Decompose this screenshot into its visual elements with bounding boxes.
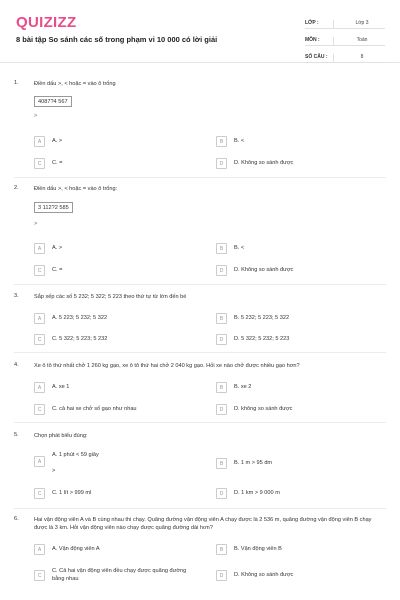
caret-mark: >	[34, 221, 38, 227]
option-text: B. <	[234, 245, 245, 251]
worksheet-title: 8 bài tập So sánh các số trong phạm vi 10 000 có lời giải	[16, 35, 218, 44]
question-number: 2.	[14, 185, 19, 191]
question-text: Điền dấu >, < hoặc = vào ô trống	[34, 81, 116, 87]
question-number: 3.	[14, 293, 19, 299]
subject-label: MÔN :	[305, 37, 320, 43]
option-text: D. không so sánh được	[234, 406, 293, 412]
question-text: Hai vận động viên A và B cùng nhau thi chạy. Quãng đường vận động viên A chạy được là 2 536 m, quãng đường vận động viên B chạy được là 3 km. Hỏi vận động viên nào chạy được quãng đường dài hơn?	[34, 517, 372, 531]
option-letter: C	[34, 158, 45, 169]
option-text: D. 5 322; 5 232; 5 223	[234, 336, 290, 342]
option-letter: C	[34, 404, 45, 415]
expression-box: 3 112?2 585	[34, 202, 73, 213]
option-text: A. Vận động viên A	[52, 546, 100, 552]
option-letter: A	[34, 544, 45, 555]
option-letter: B	[216, 544, 227, 555]
worksheet-header	[0, 0, 400, 63]
option-letter: B	[216, 313, 227, 324]
option-text: A. >	[52, 245, 63, 251]
option-text: B. <	[234, 138, 245, 144]
question-divider	[14, 177, 386, 178]
question-divider	[14, 422, 386, 423]
option-text: D. Không so sánh được	[234, 572, 294, 578]
option-text: A. 1 phút < 59 giây	[52, 452, 99, 458]
question-text: Điền dấu >, < hoặc = vào ô trống:	[34, 186, 118, 192]
count-label: SỐ CÂU :	[305, 54, 328, 60]
option-letter: D	[216, 334, 227, 345]
option-caret: >	[52, 468, 56, 474]
question-divider	[14, 352, 386, 353]
option-text: C. 1 lít > 999 ml	[52, 490, 92, 496]
option-letter: C	[34, 570, 45, 581]
grade-label: LỚP :	[305, 20, 319, 26]
option-letter: D	[216, 158, 227, 169]
meta-grade	[305, 14, 385, 29]
meta-subject	[305, 31, 385, 46]
question-number: 1.	[14, 80, 19, 86]
meta-count	[305, 48, 385, 63]
question-divider	[14, 508, 386, 509]
question-text: Sắp xếp các số 5 232; 5 322; 5 223 theo thứ tự từ lớn đến bé	[34, 294, 187, 300]
question-number: 4.	[14, 362, 19, 368]
option-text: A. >	[52, 138, 63, 144]
question-divider	[14, 284, 386, 285]
option-letter: D	[216, 404, 227, 415]
option-letter: C	[34, 488, 45, 499]
option-text: C. 5 322; 5 223; 5 232	[52, 336, 108, 342]
option-text: A. 5 223; 5 232; 5 322	[52, 315, 108, 321]
option-text: B. Vận động viên B	[234, 546, 282, 552]
option-text: D. Không so sánh được	[234, 160, 294, 166]
expression-box: 4087?4 567	[34, 96, 72, 107]
subject-value: Toán	[333, 37, 385, 45]
grade-value: Lớp 3	[333, 20, 385, 28]
option-letter: C	[34, 265, 45, 276]
option-text: C. cả hai xe chở số gạo như nhau	[52, 406, 137, 412]
option-text: B. 5 232; 5 223; 5 322	[234, 315, 290, 321]
option-text: A. xe 1	[52, 384, 70, 390]
option-letter: D	[216, 488, 227, 499]
option-letter: D	[216, 265, 227, 276]
option-letter: C	[34, 334, 45, 345]
option-text: B. xe 2	[234, 384, 252, 390]
option-letter: B	[216, 136, 227, 147]
caret-mark: >	[34, 113, 38, 119]
option-letter: B	[216, 243, 227, 254]
option-letter: A	[34, 136, 45, 147]
quizizz-logo: QUIZIZZ	[16, 14, 77, 31]
question-number: 5.	[14, 432, 19, 438]
option-letter: A	[34, 313, 45, 324]
option-letter: A	[34, 243, 45, 254]
option-letter: A	[34, 456, 45, 467]
option-text: C. =	[52, 267, 63, 273]
worksheet-meta	[305, 14, 385, 65]
option-text: B. 1 m > 95 dm	[234, 460, 273, 466]
option-text: C. Cả hai vận động viên đều chạy được quãng đường bằng nhau	[52, 568, 187, 582]
option-letter: B	[216, 382, 227, 393]
option-letter: A	[34, 382, 45, 393]
option-text: D. 1 km > 9 000 m	[234, 490, 280, 496]
question-text: Chọn phát biểu đúng:	[34, 433, 88, 439]
question-text: Xe ô tô thứ nhất chở 1 260 kg gạo, xe ô tô thứ hai chở 2 040 kg gạo. Hỏi xe nào chở được nhiều gạo hơn?	[34, 363, 300, 369]
question-number: 6.	[14, 516, 19, 522]
option-text: C. =	[52, 160, 63, 166]
option-letter: B	[216, 458, 227, 469]
option-letter: D	[216, 570, 227, 581]
option-text: D. Không so sánh được	[234, 267, 294, 273]
count-value: 8	[333, 54, 385, 62]
